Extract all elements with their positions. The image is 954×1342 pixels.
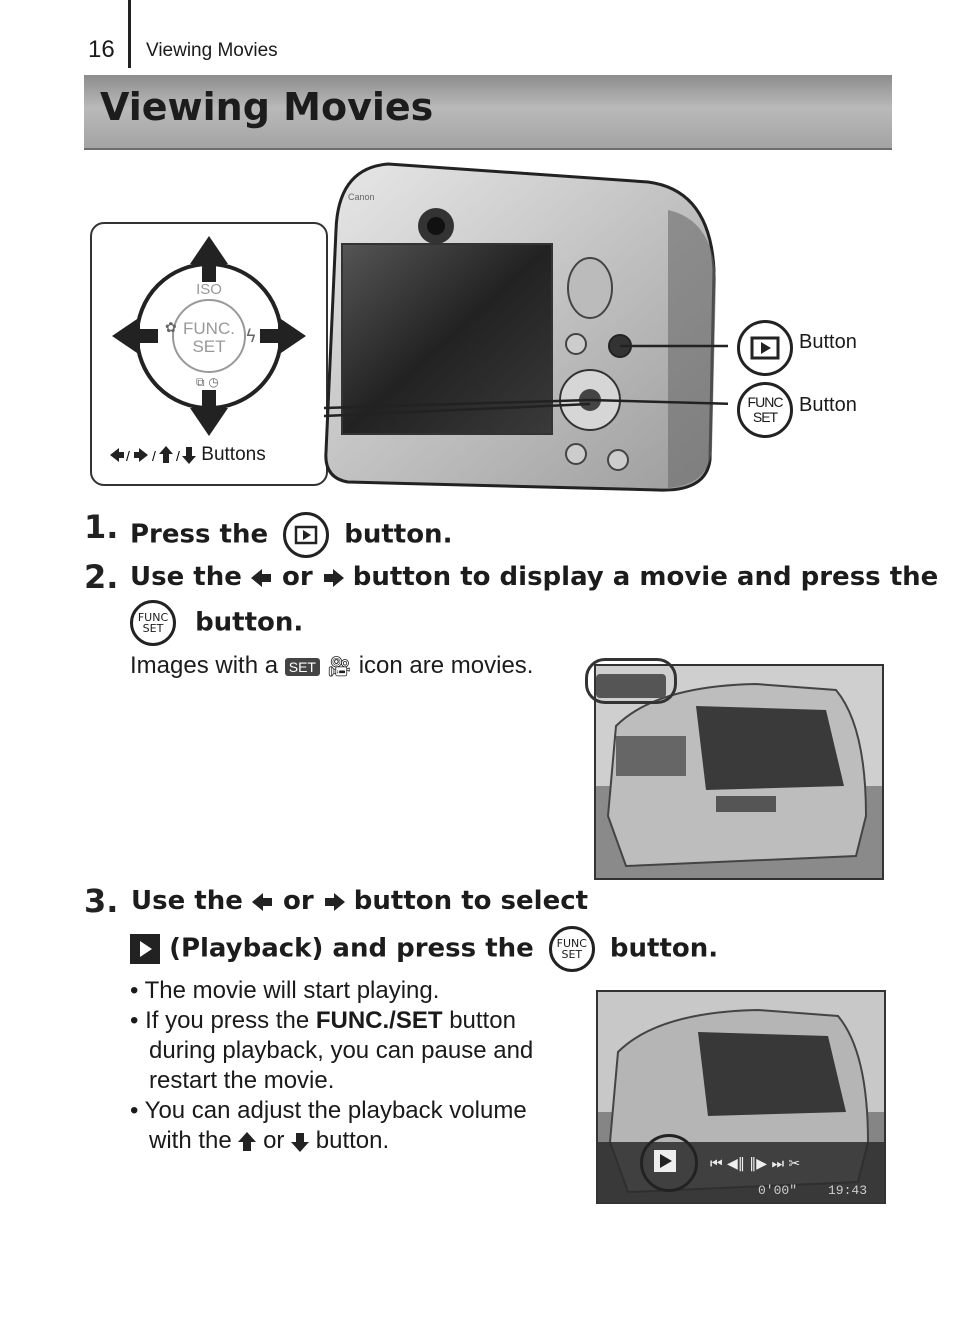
func-set-button-icon [737, 382, 793, 438]
step-1-suffix: button. [344, 519, 453, 550]
svg-text:0'00": 0'00" [758, 1183, 798, 1198]
svg-text:✿: ✿ [165, 320, 177, 336]
step-1-number: 1. [84, 508, 119, 546]
step-3-text: Use the or button to select [131, 886, 589, 916]
svg-text:FUNC.: FUNC. [183, 319, 235, 338]
step-2-text: Use the or button to display a movie and press the [130, 562, 939, 592]
svg-text:SET: SET [192, 337, 226, 356]
func-set-button-icon: FUNC SET [130, 600, 176, 646]
playback-button-icon [283, 512, 329, 558]
step-2-number: 2. [84, 558, 119, 596]
right-arrow-icon [322, 568, 344, 588]
dpad-arrows-icon [92, 224, 326, 439]
page-title: Viewing Movies [100, 85, 434, 129]
step-2-line-2: FUNC SET button. [130, 600, 303, 646]
header-divider [128, 0, 131, 68]
set-label: SET [752, 409, 778, 425]
set-highlight-circle [585, 658, 677, 704]
svg-text:/: / [176, 447, 180, 464]
iso-label: ISO [196, 281, 222, 298]
left-arrow-icon [252, 892, 274, 912]
svg-text:⧉ ◷: ⧉ ◷ [196, 375, 219, 389]
dpad-caption [110, 444, 266, 466]
play-highlight-circle [640, 1134, 698, 1192]
func-label: FUNC [747, 394, 783, 410]
dpad-diagram [90, 222, 328, 486]
camera-illustration [318, 160, 728, 496]
func-set-button-icon: FUNC SET [549, 926, 595, 972]
title-bar [84, 75, 892, 150]
bullet-item: • If you press the FUNC./SET button [130, 1007, 516, 1034]
playback-button-icon [737, 320, 793, 376]
up-arrow-icon [238, 1132, 256, 1152]
left-arrow-icon [251, 568, 273, 588]
set-badge: SET [285, 658, 320, 676]
page-number: 16 [88, 36, 115, 63]
step-1-text [130, 512, 452, 558]
playback-button-label: Button [799, 331, 857, 353]
step-3-line-2: (Playback) and press the FUNC SET button. [130, 926, 718, 972]
bullet-item: • You can adjust the playback volume [130, 1097, 527, 1124]
playback-screen-photo [596, 990, 886, 1204]
down-arrow-icon [291, 1132, 309, 1152]
svg-text:/: / [126, 447, 130, 464]
bullet-item: • The movie will start playing. [130, 977, 440, 1004]
step-3-number: 3. [84, 882, 119, 920]
svg-text:19:43: 19:43 [828, 1183, 868, 1198]
four-arrows-icon [110, 446, 196, 464]
step-2-note: Images with a SET 🎥︎ icon are movies. [130, 652, 534, 679]
running-header: Viewing Movies [146, 40, 278, 61]
svg-text:Canon: Canon [348, 192, 375, 202]
movie-icon: 🎥︎ [326, 656, 353, 678]
step-1-prefix: Press the [130, 519, 269, 550]
svg-text:ϟ: ϟ [245, 326, 257, 347]
step-3-bullets: • The movie will start playing. • If you press the FUNC./SET button during playback, you can pause and restart the movie. • You can adjust the playback volume with the or button. [130, 977, 534, 1154]
playback-icon [130, 934, 160, 964]
svg-text:/: / [152, 447, 156, 464]
dpad-caption-text: Buttons [201, 444, 266, 465]
right-arrow-icon [323, 892, 345, 912]
func-set-button-label: Button [799, 394, 857, 416]
svg-text:⏮ ◀‖ ‖▶ ⏭ ✂: ⏮ ◀‖ ‖▶ ⏭ ✂ [710, 1156, 801, 1172]
